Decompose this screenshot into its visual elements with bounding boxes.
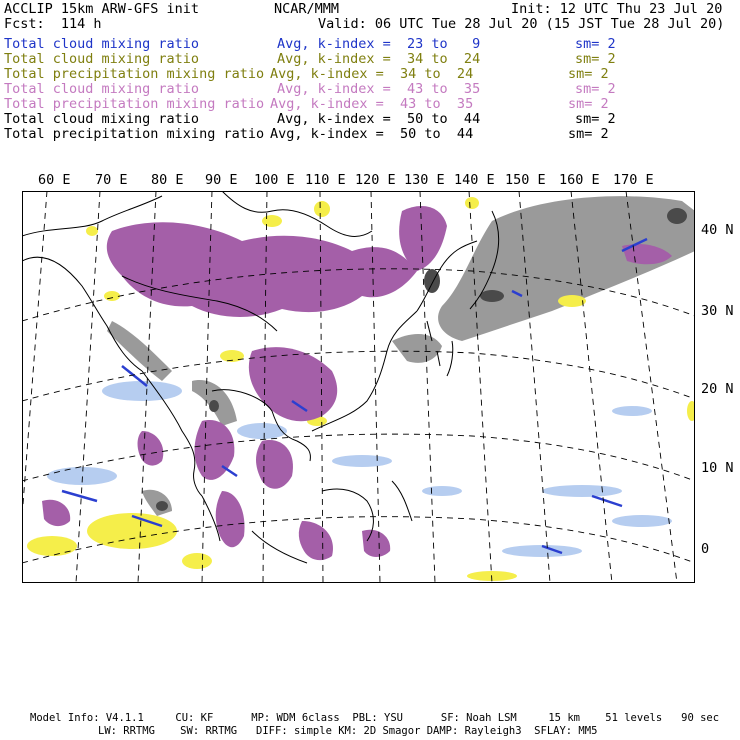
lon-label-160e: 160 E — [559, 172, 600, 188]
model-info-line-1: Model Info: V4.1.1 CU: KF MP: WDM 6class PBL: YSU SF: Noah LSM 15 km 51 levels 90 sec — [30, 712, 720, 724]
lat-label-30n: 30 N — [701, 303, 734, 319]
legend-row-7-sm: sm= 2 — [568, 126, 609, 142]
lat-label-20n: 20 N — [701, 381, 734, 397]
legend-row-6-sm: sm= 2 — [575, 111, 616, 127]
legend-row-3-sm: sm= 2 — [568, 66, 609, 82]
legend-row-6-avg: Avg, k-index = 50 to 44 — [277, 111, 481, 127]
lat-label-10n: 10 N — [701, 460, 734, 476]
legend-row-4-field: Total cloud mixing ratio — [4, 81, 200, 97]
legend-row-1-avg: Avg, k-index = 23 to 9 — [277, 36, 481, 52]
legend-row-6-field: Total cloud mixing ratio — [4, 111, 200, 127]
legend-row-3-field: Total precipitation mixing ratio — [4, 66, 265, 82]
legend-row-2-field: Total cloud mixing ratio — [4, 51, 200, 67]
lon-label-70e: 70 E — [95, 172, 128, 188]
legend-row-2-sm: sm= 2 — [575, 51, 616, 67]
lon-label-120e: 120 E — [355, 172, 396, 188]
lat-label-40n: 40 N — [701, 222, 734, 238]
lon-label-110e: 110 E — [305, 172, 346, 188]
model-info-line-2: LW: RRTMG SW: RRTMG DIFF: simple KM: 2D Smagor DAMP: Rayleigh3 SFLAY: MM5 — [98, 725, 598, 737]
lon-label-130e: 130 E — [404, 172, 445, 188]
init-time: Init: 12 UTC Thu 23 Jul 20 — [511, 1, 723, 17]
lon-label-80e: 80 E — [151, 172, 184, 188]
legend-row-4-avg: Avg, k-index = 43 to 35 — [277, 81, 481, 97]
legend-row-1-field: Total cloud mixing ratio — [4, 36, 200, 52]
legend-row-5-avg: Avg, k-index = 43 to 35 — [270, 96, 474, 112]
lon-label-170e: 170 E — [613, 172, 654, 188]
legend-row-2-avg: Avg, k-index = 34 to 24 — [277, 51, 481, 67]
legend-row-1-sm: sm= 2 — [575, 36, 616, 52]
lon-label-90e: 90 E — [205, 172, 238, 188]
legend-row-5-sm: sm= 2 — [568, 96, 609, 112]
legend-row-4-sm: sm= 2 — [575, 81, 616, 97]
lon-label-60e: 60 E — [38, 172, 71, 188]
lat-label-0: 0 — [701, 541, 710, 557]
lon-label-140e: 140 E — [454, 172, 495, 188]
valid-time: Valid: 06 UTC Tue 28 Jul 20 (15 JST Tue 28 Jul 20) — [318, 16, 725, 32]
legend-row-7-field: Total precipitation mixing ratio — [4, 126, 265, 142]
forecast-map — [22, 191, 695, 583]
center-label: NCAR/MMM — [274, 1, 340, 17]
forecast-hour: Fcst: 114 h — [4, 16, 102, 32]
lon-label-100e: 100 E — [254, 172, 295, 188]
legend-row-7-avg: Avg, k-index = 50 to 44 — [270, 126, 474, 142]
model-title: ACCLIP 15km ARW-GFS init — [4, 1, 200, 17]
legend-row-3-avg: Avg, k-index = 34 to 24 — [270, 66, 474, 82]
lon-label-150e: 150 E — [505, 172, 546, 188]
legend-row-5-field: Total precipitation mixing ratio — [4, 96, 265, 112]
